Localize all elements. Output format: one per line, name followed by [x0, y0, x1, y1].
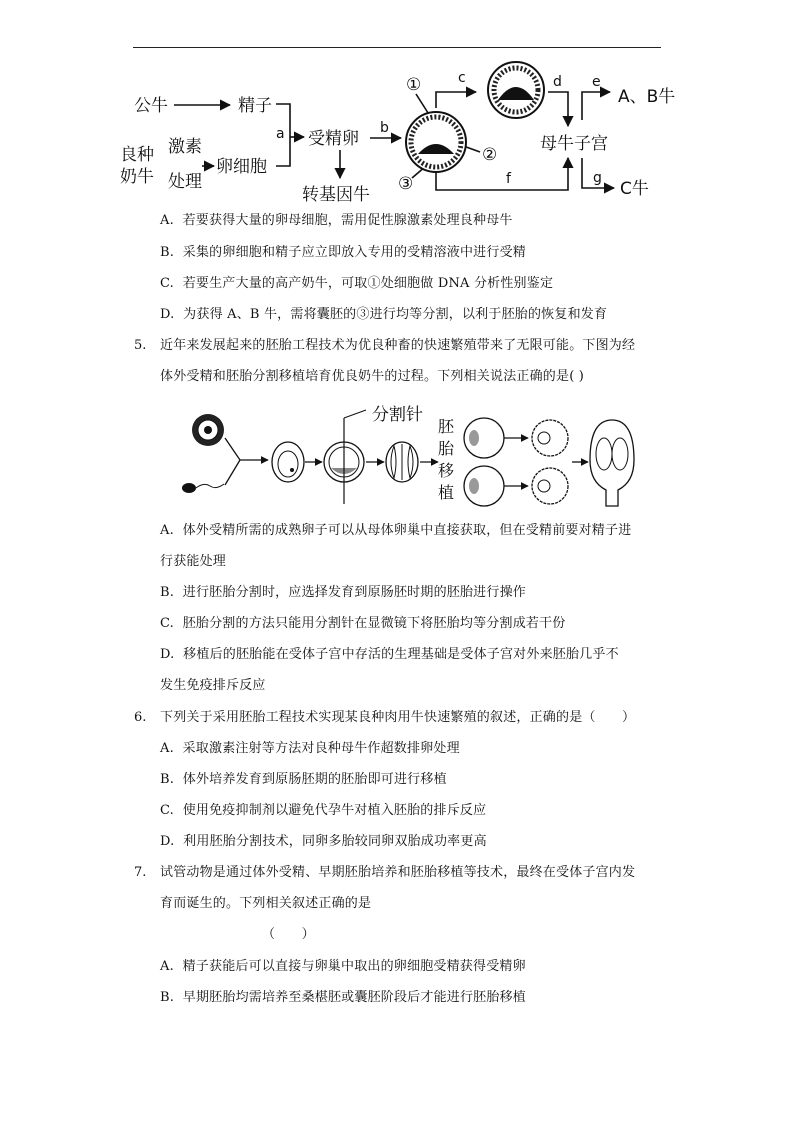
q6-option-d[interactable]: D. 利用胚胎分割技术，同卵多胎较同卵双胎成功率更高 [160, 834, 487, 849]
label-zygote: 受精卵 [308, 129, 359, 149]
label-bull: 公牛 [134, 96, 168, 116]
q5-number: 5. [134, 338, 147, 353]
header-rule [133, 47, 661, 48]
label-c-cattle: C牛 [620, 179, 649, 199]
embryo-engineering-diagram [118, 60, 678, 205]
svg-text:胎: 胎 [438, 439, 455, 458]
svg-text:植: 植 [438, 483, 455, 502]
q5-option-a-cont: 行获能处理 [160, 554, 227, 569]
label-hormone-2: 处理 [168, 172, 202, 192]
q6-number: 6. [134, 710, 147, 725]
label-b: b [380, 120, 389, 136]
twin-uterus-icon [590, 420, 634, 506]
label-transgenic: 转基因牛 [302, 185, 370, 205]
q7-option-b[interactable]: B. 早期胚胎均需培养至桑椹胚或囊胚阶段后才能进行胚胎移植 [160, 990, 526, 1005]
split-halves-icon [386, 442, 418, 482]
label-good-cow-1: 良种 [120, 145, 154, 165]
q7-answer-paren: （ ） [262, 927, 315, 942]
label-e: e [592, 74, 601, 90]
q6-option-a[interactable]: A. 采取激素注射等方法对良种母牛作超数排卵处理 [160, 741, 460, 756]
marker-3: ③ [398, 174, 414, 194]
blastocyst-icon [406, 112, 466, 172]
svg-text:移: 移 [438, 461, 455, 480]
label-f: f [506, 171, 511, 187]
q6-option-c[interactable]: C. 使用免疫抑制剂以避免代孕牛对植入胚胎的排斥反应 [160, 803, 487, 818]
label-needle: 分割针 [372, 405, 423, 425]
label-sperm: 精子 [238, 96, 272, 116]
q4-option-d[interactable]: D. 为获得 A、B 牛，需将囊胚的③进行均等分割，以利于胚胎的恢复和发育 [160, 307, 608, 322]
label-good-cow-2: 奶牛 [120, 167, 154, 187]
marker-2: ② [482, 145, 498, 165]
blastocyst-split-icon [324, 410, 366, 504]
label-uterus: 母牛子宫 [540, 134, 608, 154]
sperm-icon [182, 483, 224, 493]
q5-option-b[interactable]: B. 进行胚胎分割时，应选择发育到原肠胚时期的胚胎进行操作 [160, 585, 526, 600]
oocyte-icon [192, 414, 224, 446]
label-transfer [438, 417, 455, 502]
q5-option-d-cont: 发生免疫排斥反应 [160, 678, 266, 693]
embryo-splitting-diagram [180, 400, 640, 510]
q6-stem: 下列关于采用胚胎工程技术实现某良种肉用牛快速繁殖的叙述，正确的是（ ） [160, 710, 636, 725]
q7-stem-line1: 试管动物是通过体外受精、早期胚胎培养和胚胎移植等技术，最终在受体子宫内发 [160, 865, 636, 880]
q7-stem-line2: 育而诞生的。下列相关叙述正确的是 [160, 896, 372, 911]
embryo-c-icon [488, 62, 544, 118]
marker-1: ① [406, 75, 422, 95]
q5-stem-line2: 体外受精和胚胎分割移植培育优良奶牛的过程。下列相关说法正确的是( ) [160, 369, 585, 384]
label-oocyte: 卵细胞 [216, 157, 267, 177]
svg-text:胚: 胚 [438, 417, 455, 436]
label-hormone-1: 激素 [168, 137, 202, 157]
label-ab-cattle: A、B牛 [618, 87, 676, 107]
q6-option-b[interactable]: B. 体外培养发育到原肠胚期的胚胎即可进行移植 [160, 772, 447, 787]
q4-option-c[interactable]: C. 若要生产大量的高产奶牛，可取①处细胞做 DNA 分析性别鉴定 [160, 276, 554, 291]
q4-option-b[interactable]: B. 采集的卵细胞和精子应立即放入专用的受精溶液中进行受精 [160, 245, 526, 260]
label-g: g [593, 170, 602, 186]
embryo-pair-icon [464, 418, 504, 506]
label-a: a [276, 126, 285, 142]
label-c: c [458, 70, 466, 86]
q5-stem-line1: 近年来发展起来的胚胎工程技术为优良种畜的快速繁殖带来了无限可能。下图为经 [160, 338, 636, 353]
zygote-icon [272, 442, 304, 482]
q5-option-d[interactable]: D. 移植后的胚胎能在受体子宫中存活的生理基础是受体子宫对外来胚胎几乎不 [160, 647, 619, 662]
q7-option-a[interactable]: A. 精子获能后可以直接与卵巢中取出的卵细胞受精获得受精卵 [160, 959, 526, 974]
q5-option-a[interactable]: A. 体外受精所需的成熟卵子可以从母体卵巢中直接获取，但在受精前要对精子进 [160, 523, 632, 538]
q7-number: 7. [134, 865, 147, 880]
q5-option-c[interactable]: C. 胚胎分割的方法只能用分割针在显微镜下将胚胎均等分割成若干份 [160, 616, 566, 631]
hatching-embryo-icon [532, 420, 568, 504]
q4-option-a[interactable]: A. 若要获得大量的卵母细胞，需用促性腺激素处理良种母牛 [160, 213, 513, 228]
label-d: d [553, 74, 562, 90]
